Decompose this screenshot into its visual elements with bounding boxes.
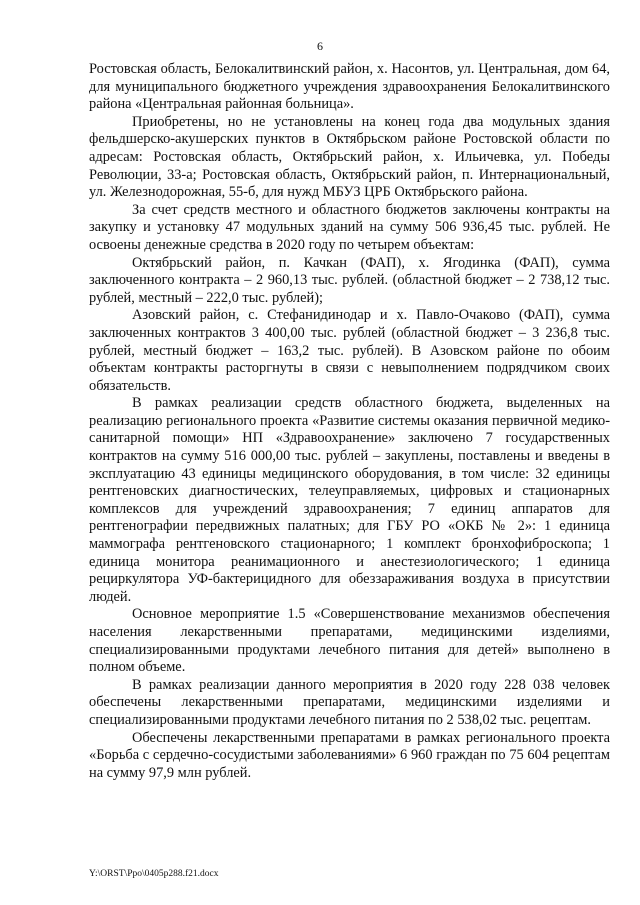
paragraph-measure-2020-results: В рамках реализации данного мероприятия в 2020 году 228 038 человек обеспечены лекарственными препаратами, медицинскими изделиями и специализированными продуктами лечебного питания по 2 538,02 тыс. рецептам. (89, 676, 610, 728)
paragraph-azov-district: Азовский район, с. Стефанидинодар и х. Павло-Очаково (ФАП), сумма заключенных контрактов 3 400,00 тыс. рублей (областной бюджет – 3 236,8 тыс. рублей, местный бюджет – 163,2 тыс. рублей). В Азовском районе по обоим объектам контракты расторгнуты в связи с невыполнением подрядчиком своих обязательств. (89, 307, 610, 394)
footer-file-path: Y:\ORST\Ppo\0405p288.f21.docx (89, 869, 219, 879)
paragraph-oktyabrsky-district: Октябрьский район, п. Качкан (ФАП), х. Ягодинка (ФАП), сумма заключенного контракта – 2 960,13 тыс. рублей. (областной бюджет – 2 738,12 тыс. рублей, местный – 222,0 тыс. рублей); (89, 254, 610, 306)
paragraph-cardiovascular-project: Обеспечены лекарственными препаратами в рамках регионального проекта «Борьба с сердечно-сосудистыми заболеваниями» 6 960 граждан по 75 604 рецептам на сумму 97,9 млн рублей. (89, 729, 610, 781)
paragraph-regional-project-equipment: В рамках реализации средств областного бюджета, выделенных на реализацию регионального проекта «Развитие системы оказания первичной медико-санитарной помощи» НП «Здравоохранение» заключено 7 государственных контрактов на сумму 516 000,00 тыс. рублей – закуплены, поставлены и введены в эксплуатацию 43 единицы медицинского оборудования, в том числе: 32 единицы рентгеновских диагностических, телеуправляемых, цифровых и стационарных комплексов для учреждений здравоохранения; 7 единиц аппаратов для рентгенографии передвижных палатных; для ГБУ РО «ОКБ № 2»: 1 единица маммографа рентгеновского стационарного; 1 комплект бронхофиброскопа; 1 единица монитора реанимационного и анестезиологического; 1 единица рециркулятора УФ-бактерицидного для обеззараживания воздуха в присутствии людей. (89, 395, 610, 605)
paragraph-address-nasontov: Ростовская область, Белокалитвинский район, х. Насонтов, ул. Центральная, дом 64, для муниципального бюджетного учреждения здравоохранения Белокалитвинского района «Центральная районная больница». (89, 61, 610, 113)
paragraph-measure-1-5: Основное мероприятие 1.5 «Совершенствование механизмов обеспечения населения лекарственными препаратами, медицинскими изделиями, специализированными продуктами лечебного питания для детей» выполнено в полном объеме. (89, 606, 610, 676)
document-body (89, 61, 610, 782)
paragraph-contracts-47-buildings: За счет средств местного и областного бюджетов заключены контракты на закупку и установку 47 модульных зданий на сумму 506 936,45 тыс. рублей. Не освоены денежные средства в 2020 году по четырем объектам: (89, 201, 610, 253)
page-number: 6 (317, 39, 323, 53)
paragraph-modular-buildings-oktyabrsky: Приобретены, но не установлены на конец года два модульных здания фельдшерско-акушерских пунктов в Октябрьском районе Ростовской области по адресам: Ростовская область, Октябрьский район, х. Ильичевка, ул. Победы Революции, 33-а; Ростовская область, Октябрьский район, п. Интернациональный, ул. Железнодорожная, 55-б, для нужд МБУЗ ЦРБ Октябрьского района. (89, 113, 610, 201)
